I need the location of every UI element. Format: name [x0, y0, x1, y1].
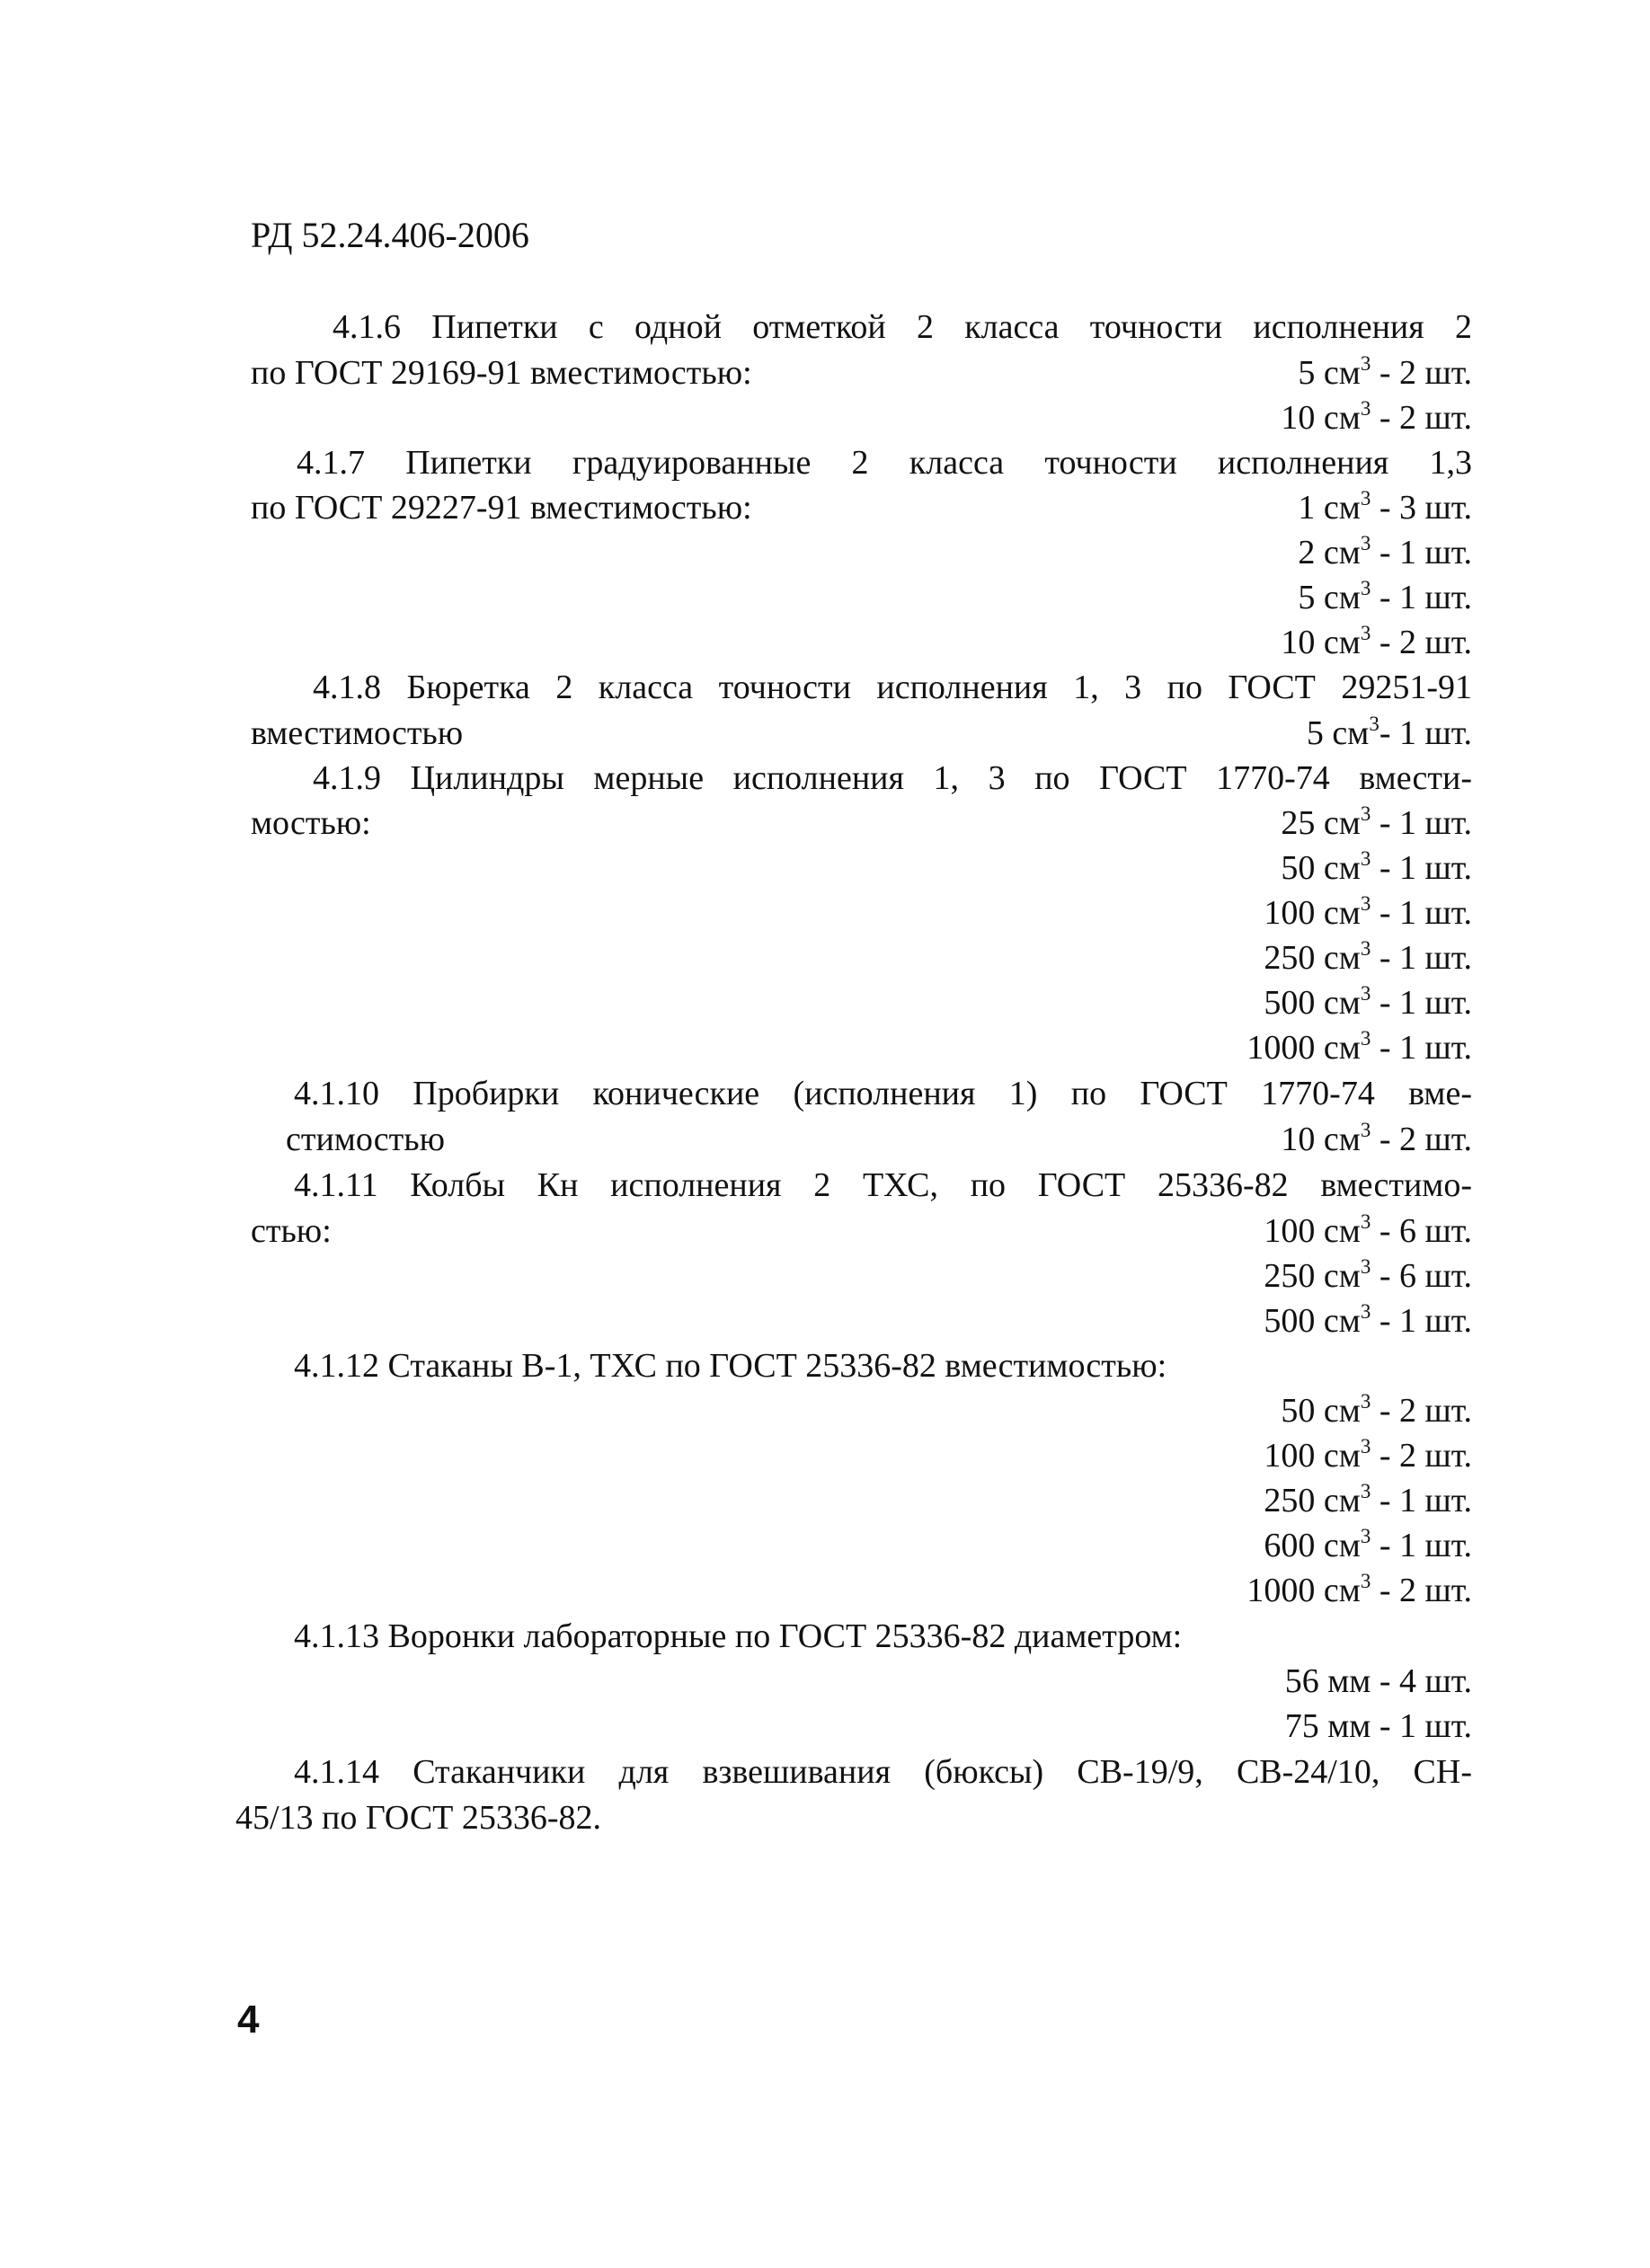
item-diameter: 56 мм - 4 шт.	[1284, 1662, 1472, 1700]
item-volume: 25 $см^3 - 1$ шт.	[1281, 802, 1472, 842]
item-volume: 5 $см^3 - 1$ шт.	[1298, 577, 1472, 616]
section-4-1-7-line-2: по ГОСТ 29227-91 вместимостью:	[251, 489, 752, 527]
item-volume: 250 $см^3 - 1$ шт.	[1264, 937, 1472, 977]
item-volume: 250 $см^3 - 1$ шт.	[1264, 1480, 1472, 1519]
section-4-1-14-line-1: 4.1.14 Стаканчики для взвешивания (бюксы) СВ-19/9, СВ-24/10, СН-	[294, 1753, 1472, 1791]
section-4-1-10-line-1: 4.1.10 Пробирки конические (исполнения 1) по ГОСТ 1770-74 вме-	[294, 1075, 1472, 1112]
item-volume: 2 $см^3 - 1$ шт.	[1298, 532, 1472, 571]
item-volume: 600 $см^3 - 1$ шт.	[1264, 1525, 1472, 1564]
item-volume: 500 $см^3 - 1$ шт.	[1264, 1300, 1472, 1340]
item-volume: 50 $см^3 - 2$ шт.	[1281, 1390, 1472, 1430]
item-volume: 1 $см^3 - 3$ шт.	[1298, 487, 1472, 527]
item-volume: 5 $см^3-$ 1 шт.	[1306, 713, 1472, 752]
item-volume: 100 $см^3 - 1$ шт.	[1264, 892, 1472, 932]
item-volume: 1000 $см^3 - 2$ шт.	[1246, 1570, 1472, 1609]
section-4-1-9-line-2: мостью:	[251, 804, 371, 842]
section-4-1-6-line-2: по ГОСТ 29169-91 вместимостью:	[251, 354, 752, 392]
item-volume: 100 $см^3 - 6$ шт.	[1264, 1210, 1472, 1250]
item-volume: 500 $см^3 - 1$ шт.	[1264, 982, 1472, 1022]
item-volume: 5 $см^3 - 2$ шт.	[1298, 352, 1472, 392]
section-4-1-11-line-2: стью:	[251, 1212, 332, 1250]
section-4-1-7-line-1: 4.1.7 Пипетки градуированные 2 класса точности исполнения 1,3	[297, 444, 1472, 482]
item-volume: 10 $см^3 - 2$ шт.	[1281, 1119, 1472, 1158]
section-4-1-13-line-1: 4.1.13 Воронки лабораторные по ГОСТ 25336-82 диаметром:	[294, 1617, 1183, 1655]
section-4-1-8-line-2: вместимостью	[251, 714, 464, 752]
section-4-1-8-line-1: 4.1.8 Бюретка 2 класса точности исполнения 1, 3 по ГОСТ 29251-91	[313, 669, 1472, 706]
document-code: РД 52.24.406-2006	[251, 215, 529, 255]
section-4-1-10-line-2: стимостью	[286, 1121, 445, 1158]
item-volume: 250 $см^3 - 6$ шт.	[1264, 1255, 1472, 1295]
section-4-1-6-line-1: 4.1.6 Пипетки с одной отметкой 2 класса точности исполнения 2	[333, 308, 1472, 346]
section-4-1-11-line-1: 4.1.11 Колбы Кн исполнения 2 ТХС, по ГОСТ 25336-82 вместимо-	[294, 1166, 1472, 1204]
item-volume: 10 $см^3 - 2$ шт.	[1281, 397, 1472, 437]
item-volume: 1000 $см^3 - 1$ шт.	[1246, 1027, 1472, 1067]
section-4-1-14-line-2: 45/13 по ГОСТ 25336-82.	[235, 1799, 602, 1837]
item-volume: 10 $см^3 - 2$ шт.	[1281, 622, 1472, 661]
page-number: 4	[237, 1998, 260, 2042]
section-4-1-12-line-1: 4.1.12 Стаканы В-1, ТХС по ГОСТ 25336-82 вместимостью:	[294, 1347, 1167, 1385]
item-diameter: 75 мм - 1 шт.	[1284, 1707, 1472, 1745]
item-volume: 100 $см^3 - 2$ шт.	[1264, 1435, 1472, 1475]
item-volume: 50 $см^3 - 1$ шт.	[1281, 847, 1472, 887]
section-4-1-9-line-1: 4.1.9 Цилиндры мерные исполнения 1, 3 по ГОСТ 1770-74 вмести-	[313, 759, 1472, 797]
